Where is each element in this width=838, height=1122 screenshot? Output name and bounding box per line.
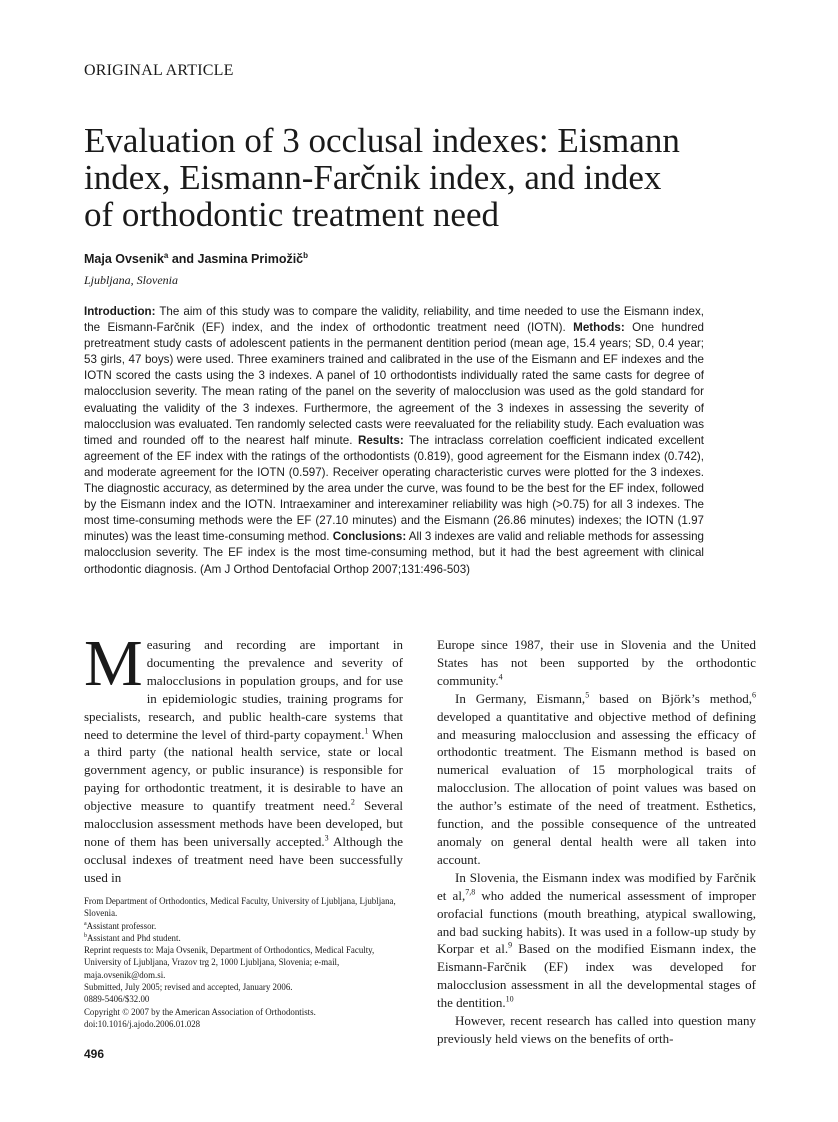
footnote-text: Assistant and Phd student. [87, 932, 181, 943]
abstract-introduction: The aim of this study was to compare the validity, reliability, and time needed to use the Eismann index, the Eismann-Farčnik (EF) index, and the index of orthodontic treatment need (IOTN). [84, 305, 704, 335]
author-separator: and [168, 252, 198, 266]
abstract [84, 304, 704, 578]
body-text: In Germany, Eismann, [455, 690, 586, 706]
title-line: Evaluation of 3 occlusal indexes: Eismann [84, 121, 680, 160]
affiliation-marker: b [303, 250, 309, 260]
body-paragraph [437, 869, 756, 1012]
citation-ref[interactable]: 6 [751, 690, 756, 700]
abstract-label-results: Results: [357, 433, 404, 447]
body-paragraph [84, 627, 404, 887]
footnote-doi[interactable]: doi:10.1016/j.ajodo.2006.01.028 [84, 1018, 201, 1029]
body-text: Based on the modified Eismann index, the Eismann-Farčnik (EF) index was developed for malocclusion assessment in all the developmental stages of the dentition. [437, 941, 756, 1011]
body-text: Although the occlusal indexes of treatment need have been successfully used in [84, 833, 404, 885]
footnote-text: Assistant professor. [86, 920, 157, 931]
footnote-marker: a [84, 920, 87, 927]
body-text: who added the numerical assessment of improper orofacial functions (mouth breathing, atypical swallowing, and bad sucking habits). It was used in a follow-up study by Korpar et al. [437, 887, 756, 957]
abstract-label-methods: Methods: [573, 321, 625, 335]
abstract-results: The intraclass correlation coefficient indicated excellent agreement of the EF index with the ratings of the orthodontists (0.819), good agreement for the Eismann index (0.742), and moderate agreement for the IOTN (0.597). Receiver operating characteristic curves were plotted for the 3 indexes. The diagnostic accuracy, as determined by the area under the curve, was found to be the best for the EF index, followed by the Eismann index and the IOTN. Intraexaminer and interexaminer reliability was high (>0.75) for all 3 indexes. The most time-consuming methods were the EF (27.10 minutes) and the Eismann (26.86 minutes) indexes; the IOTN (1.97 minutes) was the least time-consuming method. [84, 433, 704, 544]
abstract-methods: One hundred pretreatment study casts of adolescent patients in the permanent dentition period (mean age, 15.4 years; SD, 0.4 year; 53 girls, 47 boys) were used. Three examiners trained and calibrated in the use of the Eismann and EF indexes and the IOTN scored the casts using the 3 indexes. A panel of 10 orthodontists individually rated the same casts for degree of malocclusion severity. The mean rating of the panel on the severity of malocclusion was used as the gold standard for evaluating the validity of the 3 indexes. Furthermore, the agreement of the 3 indexes in assessing the severity of malocclusion was evaluated. Ten randomly selected casts were reevaluated for the reliability study. Each evaluation was timed and rounded off to the nearest half minute. [84, 321, 704, 447]
section-label: ORIGINAL ARTICLE [84, 62, 234, 79]
footnote-author-b [84, 932, 404, 944]
body-text: In Slovenia, the Eismann index was modified by Farčnik et al, [437, 869, 756, 903]
article-title [84, 122, 764, 233]
body-text: based on Björk’s method, [589, 690, 752, 706]
body-text: Several malocclusion assessment methods have been developed, but none of them has been universally accepted. [84, 798, 403, 849]
body-paragraph [437, 636, 756, 690]
author-name: Maja Ovsenik [84, 252, 164, 266]
title-line: index, Eismann-Farčnik index, and index [84, 158, 662, 197]
footnote-author-a [84, 920, 404, 932]
body-text: easuring and recording are important in documenting the prevalence and severity of malocclusions in population groups, and for use in epidemiologic studies, training programs for specialists, research, and public health-care systems that need to determine the level of third-party copayment. [84, 637, 403, 742]
footnotes [84, 895, 404, 1030]
body-column-left [84, 627, 404, 887]
author-list [84, 252, 308, 266]
body-text: developed a quantitative and objective method of defining and measuring malocclusion and assessing the efficacy of orthodontic treatment. The Eismann method is based on numerical evaluation of 15 morphological traits of malocclusion. The allocation of point values was based on the author’s estimate of the need of treatment. Esthetics, function, and the possible consequence of the untreated anomaly on general dental health were all taken into account. [437, 708, 756, 867]
citation-ref[interactable]: 9 [508, 941, 513, 951]
body-column-right [437, 636, 756, 1048]
footnote-marker: b [84, 932, 87, 939]
citation-ref[interactable]: 4 [498, 672, 503, 682]
page-number: 496 [84, 1047, 105, 1061]
citation-ref[interactable]: 2 [350, 797, 355, 807]
citation-ref[interactable]: 3 [324, 833, 329, 843]
affiliation-marker: a [163, 250, 169, 260]
affiliation: Ljubljana, Slovenia [84, 273, 178, 287]
abstract-conclusions: All 3 indexes are valid and reliable methods for assessing malocclusion severity. The EF index is the most time-consuming method, but it had the best agreement with clinical orthodontic diagnosis. (Am J Orthod Dentofacial Orthop 2007;131:496-503) [84, 530, 704, 576]
footnote-reprint: Reprint requests to: Maja Ovsenik, Department of Orthodontics, Medical Faculty, University of Ljubljana, Vrazov trg 2, 1000 Ljubljana, Slovenia; e-mail, maja.ovsenik@dom.si. [84, 945, 375, 980]
body-text: When a third party (the national health service, state or local government agency, or public insurance) is responsible for paying for orthodontic treatment, it is desirable to have an objective measure to quantify treatment need. [84, 726, 403, 814]
citation-ref[interactable]: 7,8 [465, 887, 476, 897]
citation-ref[interactable]: 10 [505, 994, 514, 1004]
abstract-label-conclusions: Conclusions: [332, 530, 407, 544]
body-paragraph [437, 690, 756, 869]
drop-cap: M [84, 627, 143, 700]
author-name: Jasmina Primožič [197, 252, 304, 266]
footnote-copyright: Copyright © 2007 by the American Association of Orthodontists. [84, 1006, 316, 1017]
citation-ref[interactable]: 5 [585, 690, 590, 700]
body-paragraph: However, recent research has called into question many previously held views on the benefits of orth- [437, 1013, 756, 1046]
footnote-department: From Department of Orthodontics, Medical Faculty, University of Ljubljana, Ljubljana, Slovenia. [84, 896, 396, 919]
footnote-issn: 0889-5406/$32.00 [84, 994, 150, 1005]
abstract-label-introduction: Introduction: [84, 305, 156, 318]
title-line: of orthodontic treatment need [84, 195, 499, 234]
body-text: Europe since 1987, their use in Slovenia and the United States has not been supported by the orthodontic community. [437, 637, 756, 688]
citation-ref[interactable]: 1 [364, 726, 369, 736]
footnote-submitted: Submitted, July 2005; revised and accepted, January 2006. [84, 982, 293, 993]
